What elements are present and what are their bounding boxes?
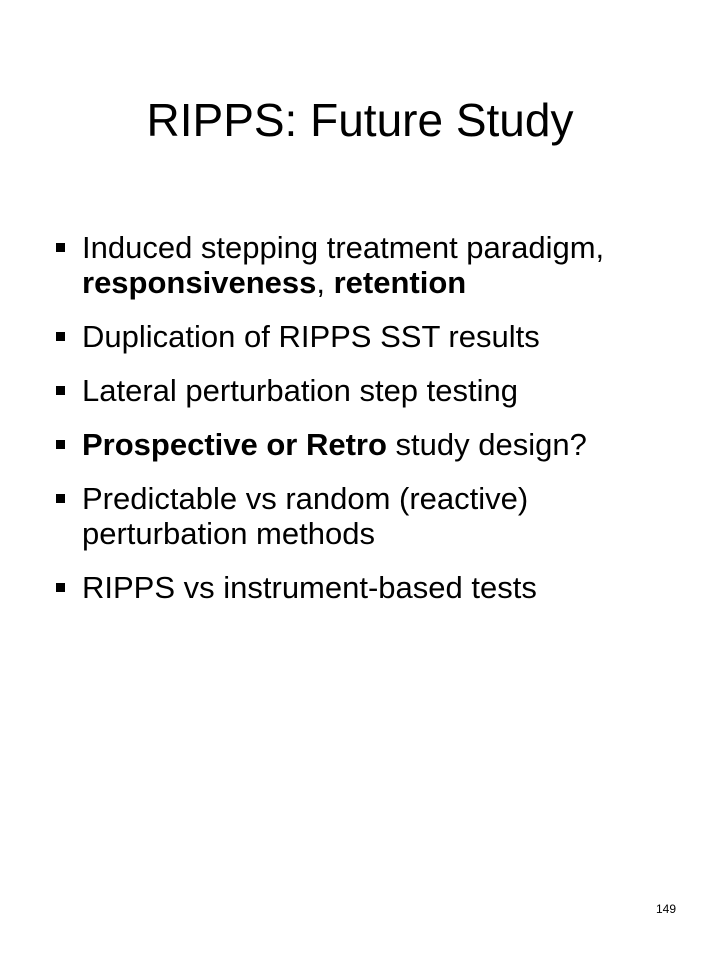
bullet-item (54, 319, 694, 354)
bullet-text: RIPPS vs instrument-based tests (82, 570, 537, 605)
bullet-text: Duplication of RIPPS SST results (82, 319, 540, 354)
bullet-item (54, 570, 694, 605)
bullet-item (54, 427, 694, 462)
square-bullet-icon (56, 494, 65, 503)
bullet-text: Induced stepping treatment paradigm, responsiveness, retention (82, 230, 605, 300)
bullet-item (54, 230, 694, 300)
bullet-item (54, 373, 694, 408)
page-number: 149 (656, 902, 677, 916)
square-bullet-icon (56, 332, 65, 341)
bullet-item (54, 481, 694, 551)
bullet-text: Predictable vs random (reactive) perturbation methods (82, 481, 529, 551)
bullet-list (54, 230, 694, 624)
square-bullet-icon (56, 583, 65, 592)
square-bullet-icon (56, 243, 65, 252)
square-bullet-icon (56, 386, 65, 395)
square-bullet-icon (56, 440, 65, 449)
bullet-text: Lateral perturbation step testing (82, 373, 518, 408)
bullet-text: Prospective or Retro study design? (82, 427, 587, 462)
slide-title: RIPPS: Future Study (146, 94, 574, 146)
